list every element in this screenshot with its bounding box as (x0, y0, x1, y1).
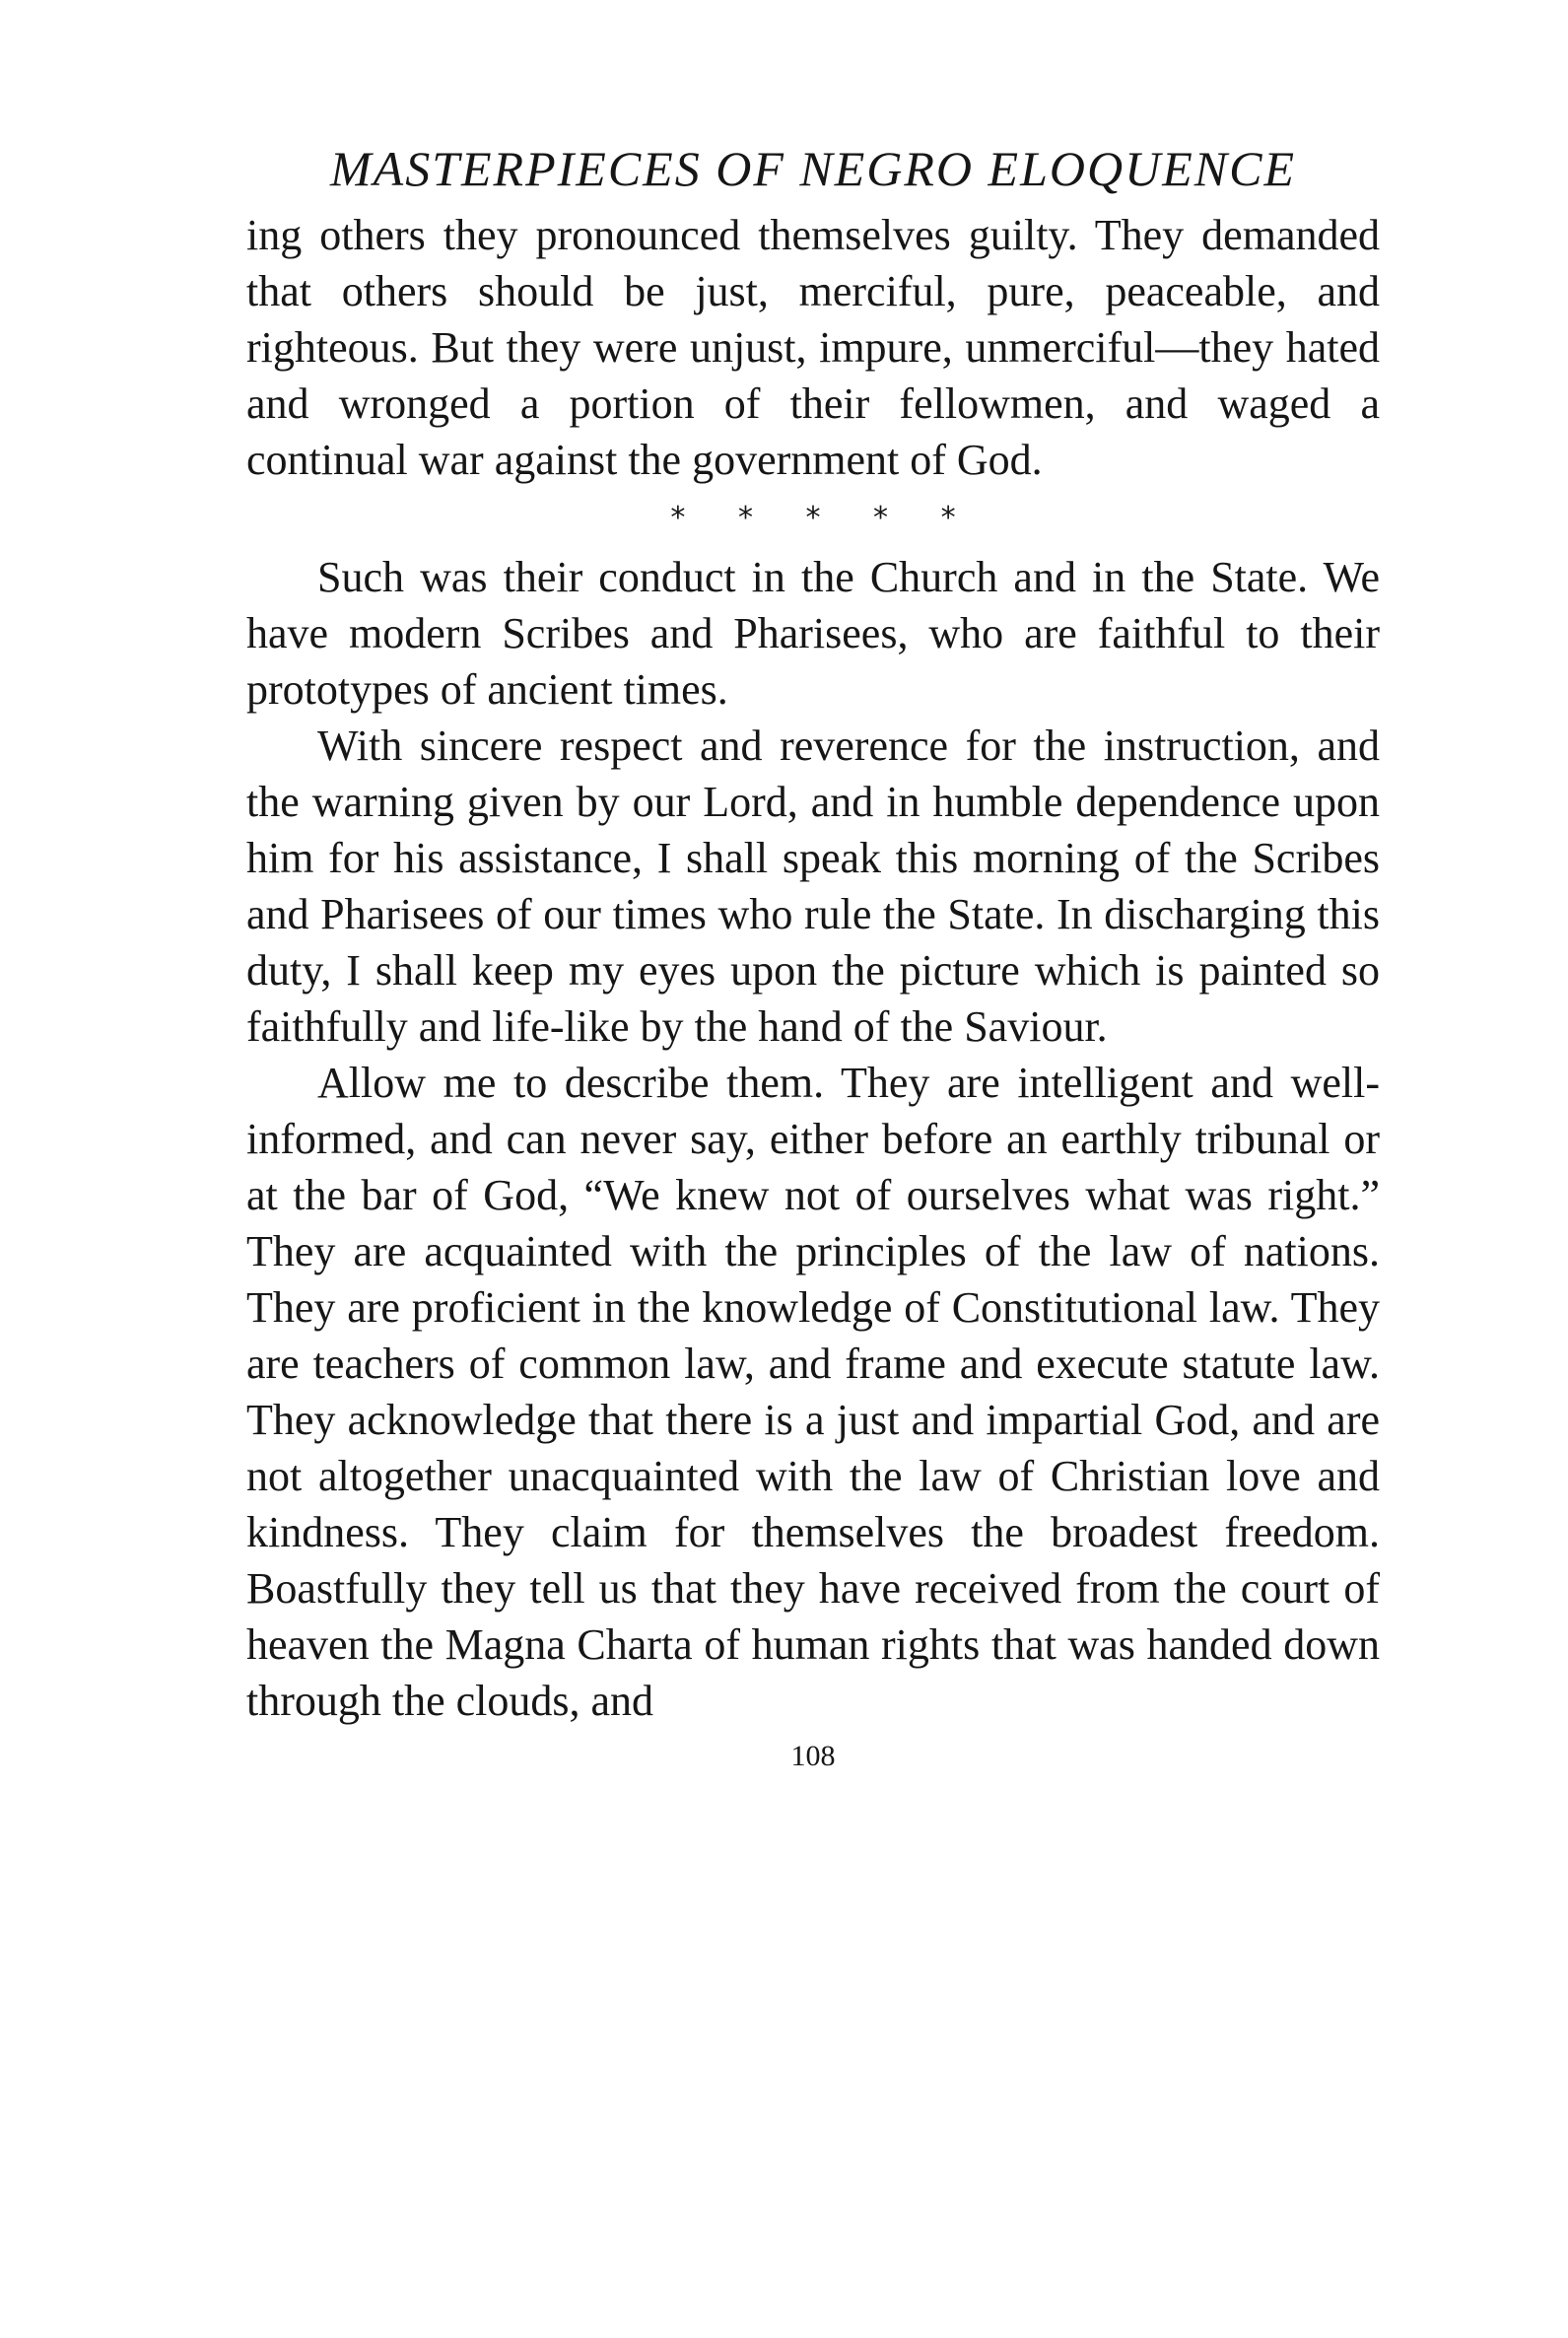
paragraph-continuation: ing others they pronounced themselves guilty. They demanded that others should be just, merciful, pure, peaceable, and righteous. But they were unjust, impure, unmerciful—they hated and wronged a portion of their fellowmen, and waged a continual war against the government of God. (246, 211, 1380, 484)
section-break-asterisks: * * * * * (670, 501, 978, 535)
paragraph: Such was their conduct in the Church and in the State. We have modern Scribes and Pharisees, who are faithful to their prototypes of ancient times. (246, 553, 1380, 714)
text-block (246, 138, 1380, 1776)
paragraph: Allow me to describe them. They are intelligent and well-informed, and can never say, either before an earthly tribunal or at the bar of God, “We knew not of ourselves what was right.” They are acquainted with the principles of the law of nations. They are proficient in the knowledge of Constitutional law. They are teachers of common law, and frame and execute statute law. They acknowledge that there is a just and impartial God, and are not altogether unacquainted with the law of Christian love and kindness. They claim for themselves the broadest freedom. Boastfully they tell us that they have received from the court of heaven the Magna Charta of human rights that was handed down through the clouds, and (246, 1059, 1380, 1725)
paragraph: With sincere respect and reverence for the instruction, and the warning given by our Lord, and in humble dependence upon him for his assistance, I shall speak this morning of the Scribes and Pharisees of our times who rule the State. In discharging this duty, I shall keep my eyes upon the picture which is painted so faithfully and life-like by the hand of the Saviour. (246, 722, 1380, 1051)
page-number: 108 (790, 1740, 836, 1772)
running-head: MASTERPIECES OF NEGRO ELOQUENCE (330, 141, 1296, 196)
